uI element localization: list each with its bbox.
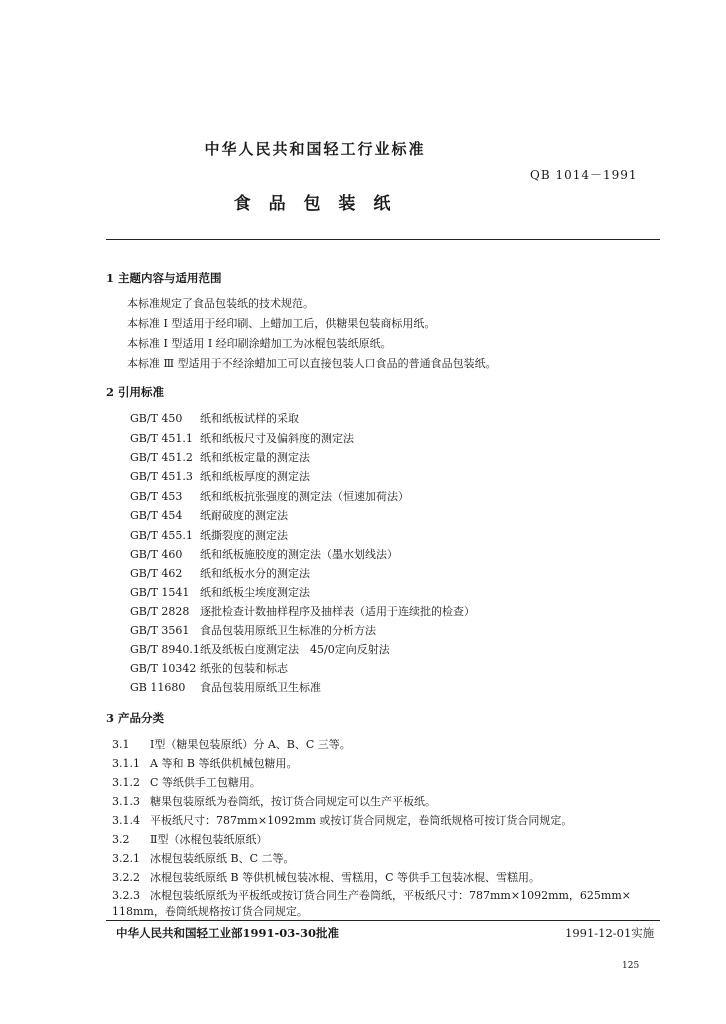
reference-title: 纸和纸板试样的采取 [200, 412, 299, 425]
reference-code: GB/T 451.2 [130, 451, 193, 464]
clause-text: A 等和 B 等纸供机械包糖用。 [150, 757, 298, 770]
clause-item [112, 871, 540, 885]
reference-code: GB/T 8940.1 [130, 643, 200, 656]
clause-continuation: 118mm，卷筒纸规格按订货合同规定。 [112, 905, 308, 918]
clause-item [112, 776, 261, 790]
reference-item [130, 548, 398, 562]
clause-text: C 等纸供手工包糖用。 [150, 776, 261, 789]
clause-text: 冰棍包装纸原纸 B 等供机械包装冰棍、雪糕用，C 等供手工包装冰棍、雪糕用。 [150, 871, 540, 884]
clause-number: 3.2.2 [112, 871, 140, 884]
clause-number: 3.1.4 [112, 814, 140, 827]
reference-code: GB/T 453 [130, 490, 183, 503]
section-1-paragraph: 本标准 I 型适用于经印刷、上蜡加工后，供糖果包装商标用纸。 [127, 317, 436, 330]
document-title: 食 品 包 装 纸 [233, 194, 397, 214]
clause-number: 3.1.3 [112, 795, 140, 808]
reference-code: GB/T 455.1 [130, 529, 193, 542]
section-1-heading: 1 主题内容与适用范围 [106, 271, 222, 285]
reference-item [130, 451, 310, 465]
reference-code: GB/T 3561 [130, 624, 190, 637]
clause-text: Ⅱ型（冰棍包装纸原纸） [150, 833, 268, 846]
reference-title: 纸及纸板白度测定法 45/0定向反射法 [200, 643, 390, 656]
reference-item [130, 643, 390, 657]
clause-text: 糖果包装原纸为卷筒纸，按订货合同规定可以生产平板纸。 [150, 795, 436, 808]
reference-title: 纸和纸板尺寸及偏斜度的测定法 [200, 432, 354, 445]
clause-number: 3.1.1 [112, 757, 140, 770]
issuing-organization: 中华人民共和国轻工行业标准 [204, 140, 426, 158]
reference-code: GB/T 451.1 [130, 432, 193, 445]
reference-item [130, 490, 409, 504]
clause-text: 冰棍包装纸原纸 B、C 二等。 [150, 852, 295, 865]
clause-item [112, 757, 298, 771]
clause-text: 平板纸尺寸：787mm×1092mm 或按订货合同规定，卷筒纸规格可按订货合同规定。 [150, 814, 573, 827]
reference-item [130, 432, 354, 446]
clause-item [112, 738, 351, 752]
reference-item [130, 586, 310, 600]
reference-code: GB/T 451.3 [130, 470, 193, 483]
section-3-heading: 3 产品分类 [106, 711, 165, 725]
clause-number: 3.1 [112, 738, 130, 751]
reference-item [130, 529, 288, 543]
reference-item [130, 509, 288, 523]
reference-title: 纸撕裂度的测定法 [200, 529, 288, 542]
reference-code: GB/T 2828 [130, 605, 190, 618]
section-1-paragraph: 本标准 I 型适用 I 经印刷涂蜡加工为冰棍包装纸原纸。 [127, 337, 392, 350]
standard-code: QB 1014－1991 [530, 168, 638, 182]
clause-number: 3.2.3 [112, 889, 140, 902]
section-1-paragraph: 本标准规定了食品包装纸的技术规范。 [127, 297, 314, 310]
reference-code: GB/T 454 [130, 509, 183, 522]
reference-item [130, 567, 310, 581]
clause-number: 3.2.1 [112, 852, 140, 865]
clause-text: Ⅰ型（糖果包装原纸）分 A、B、C 三等。 [150, 738, 351, 751]
reference-item [130, 412, 299, 426]
reference-item [130, 624, 376, 638]
reference-code: GB 11680 [130, 681, 186, 694]
reference-title: 食品包装用原纸卫生标准 [200, 681, 321, 694]
reference-code: GB/T 460 [130, 548, 183, 561]
clause-item [112, 889, 631, 903]
reference-title: 纸和纸板水分的测定法 [200, 567, 310, 580]
reference-title: 纸和纸板定量的测定法 [200, 451, 310, 464]
reference-title: 纸和纸板厚度的测定法 [200, 470, 310, 483]
clause-item [112, 795, 436, 809]
reference-item [130, 681, 321, 695]
clause-item [112, 852, 295, 866]
reference-title: 纸耐破度的测定法 [200, 509, 288, 522]
header-divider [106, 239, 660, 240]
reference-item [130, 662, 288, 676]
page-number: 125 [622, 961, 640, 971]
reference-item [130, 605, 475, 619]
reference-title: 纸和纸板施胶度的测定法（墨水划线法） [200, 548, 398, 561]
reference-code: GB/T 450 [130, 412, 183, 425]
reference-title: 纸和纸板抗张强度的测定法（恒速加荷法） [200, 490, 409, 503]
clause-text: 冰棍包装纸原纸为平板纸或按订货合同生产卷筒纸，平板纸尺寸：787mm×1092mm，625mm× [150, 889, 632, 902]
section-1-paragraph: 本标准 Ⅲ 型适用于不经涂蜡加工可以直接包装人口食品的普通食品包装纸。 [127, 357, 497, 370]
reference-code: GB/T 462 [130, 567, 183, 580]
clause-item [112, 833, 267, 847]
effective-date: 1991-12-01实施 [565, 926, 655, 940]
section-2-heading: 2 引用标准 [106, 385, 165, 399]
approval-line: 中华人民共和国轻工业部1991-03-30批准 [116, 926, 340, 940]
reference-title: 食品包装用原纸卫生标准的分析方法 [200, 624, 376, 637]
reference-code: GB/T 10342 [130, 662, 197, 675]
reference-item [130, 470, 310, 484]
clause-number: 3.1.2 [112, 776, 140, 789]
footer-divider [106, 920, 660, 921]
clause-item [112, 814, 572, 828]
clause-number: 3.2 [112, 833, 130, 846]
reference-title: 逐批检查计数抽样程序及抽样表（适用于连续批的检查） [200, 605, 475, 618]
reference-code: GB/T 1541 [130, 586, 190, 599]
reference-title: 纸和纸板尘埃度测定法 [200, 586, 310, 599]
reference-title: 纸张的包装和标志 [200, 662, 288, 675]
